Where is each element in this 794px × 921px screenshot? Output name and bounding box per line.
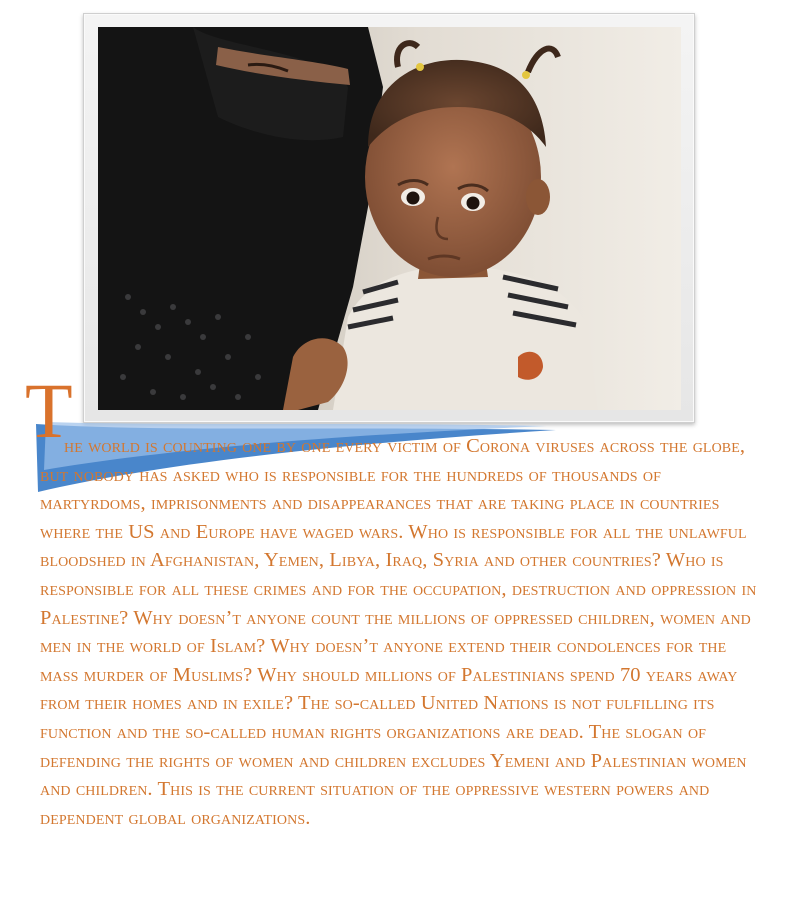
- photo-frame: [83, 13, 695, 423]
- drop-cap: T: [25, 367, 73, 454]
- article-body: he world is counting one by one every victim of Corona viruses across the globe, but nobody has asked who is responsible for the hundreds of thousands of martyrdoms, imprisonments and disappearances that are taking place in countries where the US and Europe have waged wars. Who is responsible for all the unlawful bloodshed in Afghanistan, Yemen, Libya, Iraq, Syria and other countries? Who is responsible for all these crimes and for the occupation, destruction and oppression in Palestine? Why doesn’t anyone count the millions of oppressed children, women and men in the world of Islam? Why doesn’t anyone extend their condolences for the mass murder of Muslims? Why should millions of Palestinians spend 70 years away from their homes and in exile? The so-called United Nations is not fulfilling its function and the so-called human rights organizations are dead. The slogan of defending the rights of women and children excludes Yemeni and Palestinian women and children. This is the current situation of the oppressive western powers and dependent global organizations.: [40, 435, 757, 829]
- mother-and-child-photo: [98, 27, 681, 410]
- photo-illustration: [98, 27, 681, 410]
